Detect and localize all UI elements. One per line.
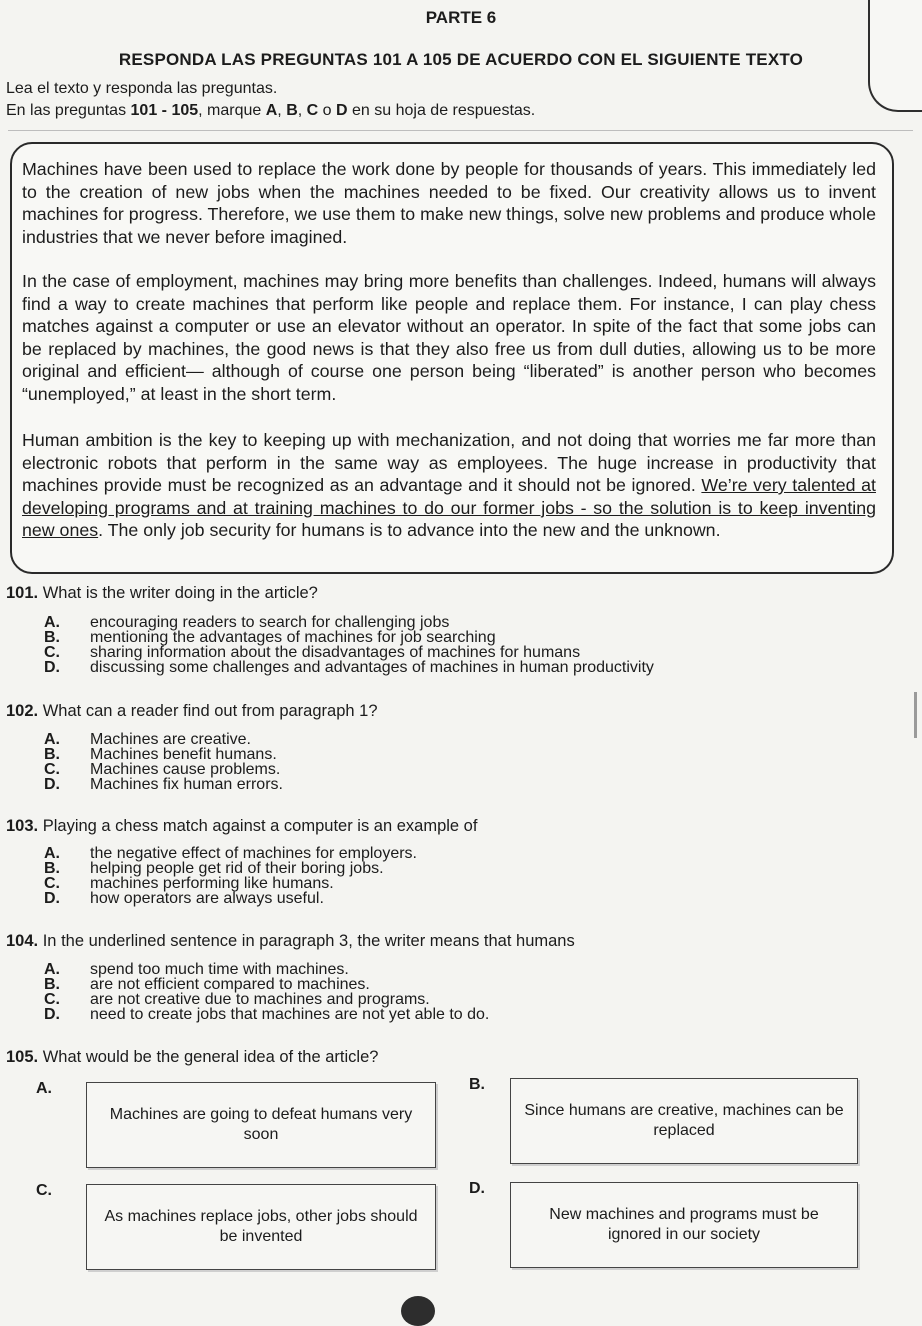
option-a[interactable]: A. encouraging readers to search for challenging jobs (44, 614, 450, 631)
question-103-options (44, 846, 417, 906)
option-c[interactable]: C. are not creative due to machines and programs. (44, 991, 430, 1008)
option-d-label: D. (469, 1180, 485, 1197)
question-104-options (44, 962, 489, 1022)
option-d[interactable]: D. need to create jobs that machines are not yet able to do. (44, 1006, 490, 1023)
option-b-label: B. (469, 1076, 485, 1093)
underlined-sentence: We’re very talented at developing programs and at training machines to do our former jobs - so the solution is to keep inventing new ones (22, 475, 876, 540)
option-a[interactable]: A. Machines are creative. (44, 731, 251, 748)
instruction-line-2: En las preguntas 101 - 105, marque A, B, C o D en su hoja de respuestas. (6, 102, 536, 119)
instruction-line-1: Lea el texto y responda las preguntas. (6, 80, 278, 97)
option-b[interactable]: B. are not efficient compared to machines. (44, 976, 370, 993)
passage-paragraph-1: Machines have been used to replace the work done by people for thousands of years. This immediately led to the creation of new jobs when the machines needed to be fixed. Our creativity allows us to invent machines for progress. Therefore, we use them to make new things, solve new problems and produce whole industries that we never before imagined. (22, 159, 876, 247)
option-c-box[interactable]: As machines replace jobs, other jobs should be invented (86, 1184, 436, 1270)
option-b[interactable]: B. mentioning the advantages of machines for job searching (44, 629, 496, 646)
option-c[interactable]: C. sharing information about the disadvantages of machines for humans (44, 644, 581, 661)
option-d[interactable]: D. how operators are always useful. (44, 890, 324, 907)
option-c-label: C. (36, 1182, 52, 1199)
option-d[interactable]: D. Machines fix human errors. (44, 776, 283, 793)
instruction-title: RESPONDA LAS PREGUNTAS 101 A 105 DE ACUERDO CON EL SIGUIENTE TEXTO (118, 50, 804, 69)
option-a[interactable]: A. spend too much time with machines. (44, 961, 349, 978)
page-edge-mark (914, 692, 917, 738)
option-a-label: A. (36, 1080, 52, 1097)
question-101: 101. What is the writer doing in the article? (6, 584, 318, 602)
passage-paragraph-3: Human ambition is the key to keeping up with mechanization, and not doing that worries me far more than electronic robots that perform in the same way as employees. The huge increase in productivity that machines provide must be recognized as an advantage and it should not be ignored. We’re very talented at developing programs and at training machines to do our former jobs - so the solution is to keep inventing new ones. The only job security for humans is to advance into the new and the unknown. (22, 430, 876, 540)
option-b[interactable]: B. helping people get rid of their boring jobs. (44, 860, 384, 877)
option-b[interactable]: B. Machines benefit humans. (44, 746, 277, 763)
section-title: PARTE 6 (425, 8, 497, 27)
option-d[interactable]: D. discussing some challenges and advantages of machines in human productivity (44, 659, 654, 676)
question-105: 105. What would be the general idea of the article? (6, 1048, 379, 1066)
option-c[interactable]: C. machines performing like humans. (44, 875, 334, 892)
question-101-options (44, 615, 654, 675)
option-a[interactable]: A. the negative effect of machines for employers. (44, 845, 417, 862)
option-a-box[interactable]: Machines are going to defeat humans very soon (86, 1082, 436, 1168)
question-104: 104. In the underlined sentence in paragraph 3, the writer means that humans (6, 932, 575, 950)
question-102-options (44, 732, 283, 792)
option-b-box[interactable]: Since humans are creative, machines can be replaced (510, 1078, 858, 1164)
passage-paragraph-2: In the case of employment, machines may bring more benefits than challenges. Indeed, humans will always find a way to create machines that perform like people and replace them. For instance, I can play chess matches against a computer or use an elevator without an operator. In spite of the fact that some jobs can be replaced by machines, the good news is that they also free us from dull duties, allowing us to be more original and efficient— although of course one person being “liberated” is another person who becomes “unemployed,” at least in the short term. (22, 271, 876, 404)
divider (8, 130, 913, 131)
page-number-badge (401, 1296, 435, 1326)
question-102: 102. What can a reader find out from paragraph 1? (6, 702, 378, 720)
question-103: 103. Playing a chess match against a computer is an example of (6, 817, 478, 835)
option-c[interactable]: C. Machines cause problems. (44, 761, 281, 778)
option-d-box[interactable]: New machines and programs must be ignored in our society (510, 1182, 858, 1268)
